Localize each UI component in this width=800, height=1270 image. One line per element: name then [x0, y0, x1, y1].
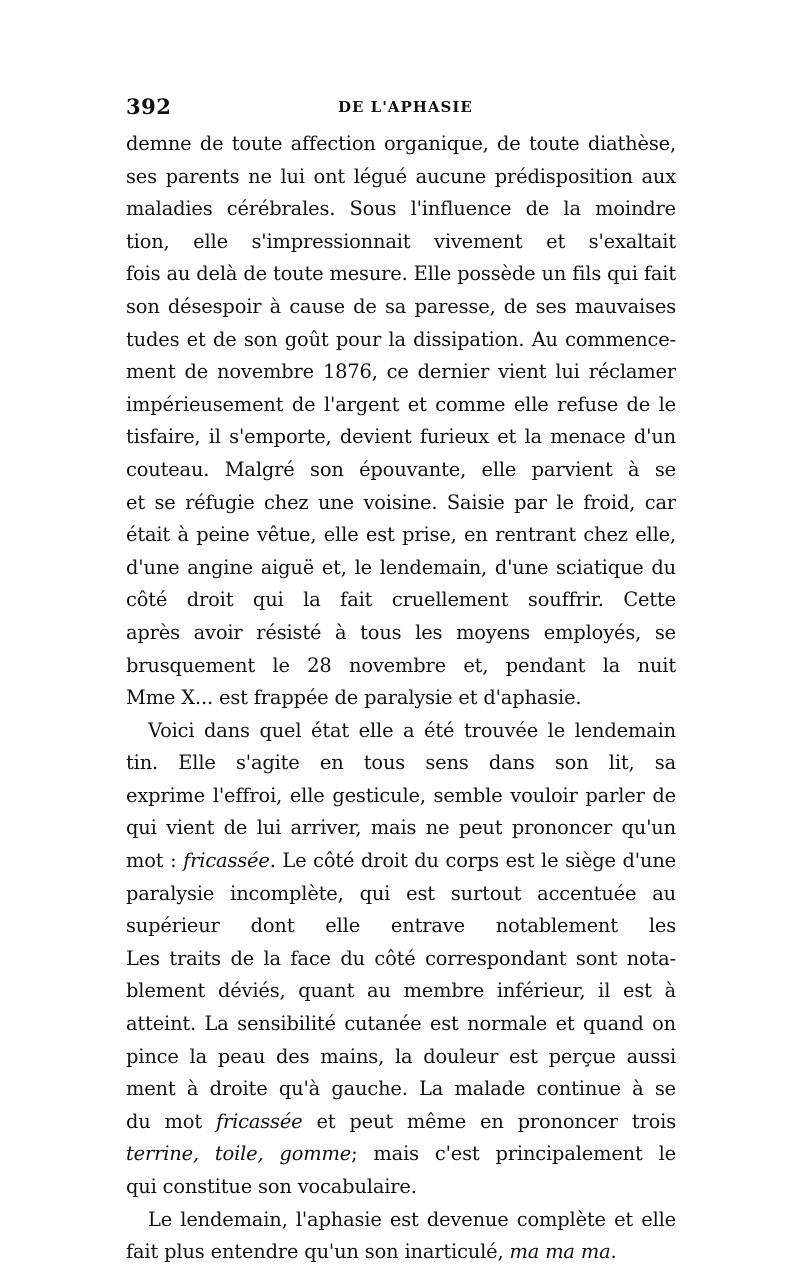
text-line [126, 356, 676, 389]
text-run: Les traits de la face du côté correspondant sont nota- [126, 946, 676, 970]
text-line [126, 878, 676, 911]
text-run: côté droit qui la fait cruellement souffrir. Cette [126, 588, 676, 612]
text-run: du mot [126, 1109, 216, 1133]
text-line [126, 389, 676, 422]
italic-text: terrine, toile, gomme [126, 1142, 352, 1166]
text-run: exprime l'effroi, elle gesticule, semble vouloir parler de [126, 783, 676, 807]
text-run: blement déviés, quant au membre inférieur, il est à [126, 979, 676, 1003]
text-run: et se réfugie chez une voisine. Saisie par le froid, car [126, 490, 676, 514]
text-line [126, 1041, 676, 1074]
text-line [126, 975, 676, 1008]
text-line [126, 650, 676, 683]
text-line [126, 845, 676, 878]
text-run: d'une angine aiguë et, le lendemain, d'une sciatique du [126, 555, 676, 579]
italic-text: fricassée [183, 849, 270, 873]
text-line [126, 682, 676, 715]
text-run: couteau. Malgré son épouvante, elle parvient à se [126, 457, 676, 481]
text-run: pince la peau des mains, la douleur est perçue aussi [126, 1044, 676, 1068]
text-line [126, 454, 676, 487]
text-run: Le lendemain, l'aphasie est devenue complète et elle [148, 1207, 676, 1231]
text-run: ses parents ne lui ont légué aucune prédisposition aux [126, 164, 676, 188]
text-run: demne de toute affection organique, de toute diathèse, [126, 132, 676, 155]
text-line [126, 324, 676, 357]
paragraph [126, 715, 676, 1204]
text-run: qui constitue son vocabulaire. [126, 1175, 417, 1198]
text-run: fois au delà de toute mesure. Elle possède un fils qui fait [126, 262, 676, 286]
text-line [126, 421, 676, 454]
italic-text: fricassée [215, 1109, 303, 1133]
text-line [126, 1008, 676, 1041]
text-run: tudes et de son goût pour la dissipation. Au commence- [126, 327, 676, 351]
italic-text: ma ma ma [509, 1240, 611, 1264]
text-run: qui vient de lui arriver, mais ne peut prononcer qu'un [126, 816, 676, 840]
text-line [126, 1073, 676, 1106]
text-line [126, 780, 676, 813]
text-run: son désespoir à cause de sa paresse, de ses mauvaises [126, 294, 676, 318]
text-run: Mme X... est frappée de paralysie et d'aphasie. [126, 686, 582, 710]
text-run: et peut même en prononcer trois [316, 1109, 676, 1133]
text-run: paralysie incomplète, qui est surtout accentuée au [126, 881, 676, 905]
text-line [126, 617, 676, 650]
text-line [126, 910, 676, 943]
text-run: supérieur dont elle entrave notablement les [126, 914, 676, 938]
text-line [126, 1204, 676, 1237]
page-number: 392 [126, 94, 172, 119]
text-run: était à peine vêtue, elle est prise, en rentrant chez elle, [126, 523, 676, 547]
text-run: tisfaire, il s'emporte, devient furieux et la menace d'un [126, 425, 676, 449]
text-line [126, 258, 676, 291]
text-line [126, 584, 676, 617]
running-title: DE L'APHASIE [338, 98, 473, 116]
text-run: atteint. La sensibilité cutanée est normale et quand on [126, 1012, 676, 1036]
text-run: brusquement le 28 novembre et, pendant la nuit [126, 653, 676, 677]
text-run: tin. Elle s'agite en tous sens dans son lit, sa [126, 751, 676, 775]
text-line [126, 1171, 676, 1204]
text-run: tion, elle s'impressionnait vivement et s'exaltait [126, 229, 676, 253]
text-run: fait plus entendre qu'un son inarticulé, [126, 1240, 510, 1264]
text-line [126, 193, 676, 226]
text-run: après avoir résisté à tous les moyens employés, se [126, 620, 676, 644]
text-run: Voici dans quel état elle a été trouvée le lendemain [148, 718, 676, 742]
text-run: impérieusement de l'argent et comme elle refuse de le [126, 392, 676, 416]
text-run: ment à droite qu'à gauche. La malade continue à se [126, 1077, 676, 1101]
text-line [126, 715, 676, 748]
text-line [126, 161, 676, 194]
text-line [126, 1236, 676, 1269]
text-line [126, 1106, 676, 1139]
text-line [126, 291, 676, 324]
text-line [126, 943, 676, 976]
running-head [126, 94, 678, 124]
text-run: ment de novembre 1876, ce dernier vient lui réclamer [126, 360, 676, 384]
text-run: . Le côté droit du corps est le siège d'une [269, 849, 676, 873]
text-run: maladies cérébrales. Sous l'influence de la moindre [126, 197, 676, 221]
text-line [126, 747, 676, 780]
text-run: ; mais c'est principalement le [351, 1142, 676, 1166]
body-text [126, 128, 676, 1269]
text-line [126, 519, 676, 552]
text-line [126, 226, 676, 259]
text-line [126, 1138, 676, 1171]
text-line [126, 552, 676, 585]
text-line [126, 812, 676, 845]
paragraph [126, 128, 676, 715]
text-run: mot : [126, 849, 184, 873]
paragraph [126, 1204, 676, 1269]
text-run: . [610, 1240, 617, 1264]
text-line [126, 128, 676, 161]
text-line [126, 487, 676, 520]
